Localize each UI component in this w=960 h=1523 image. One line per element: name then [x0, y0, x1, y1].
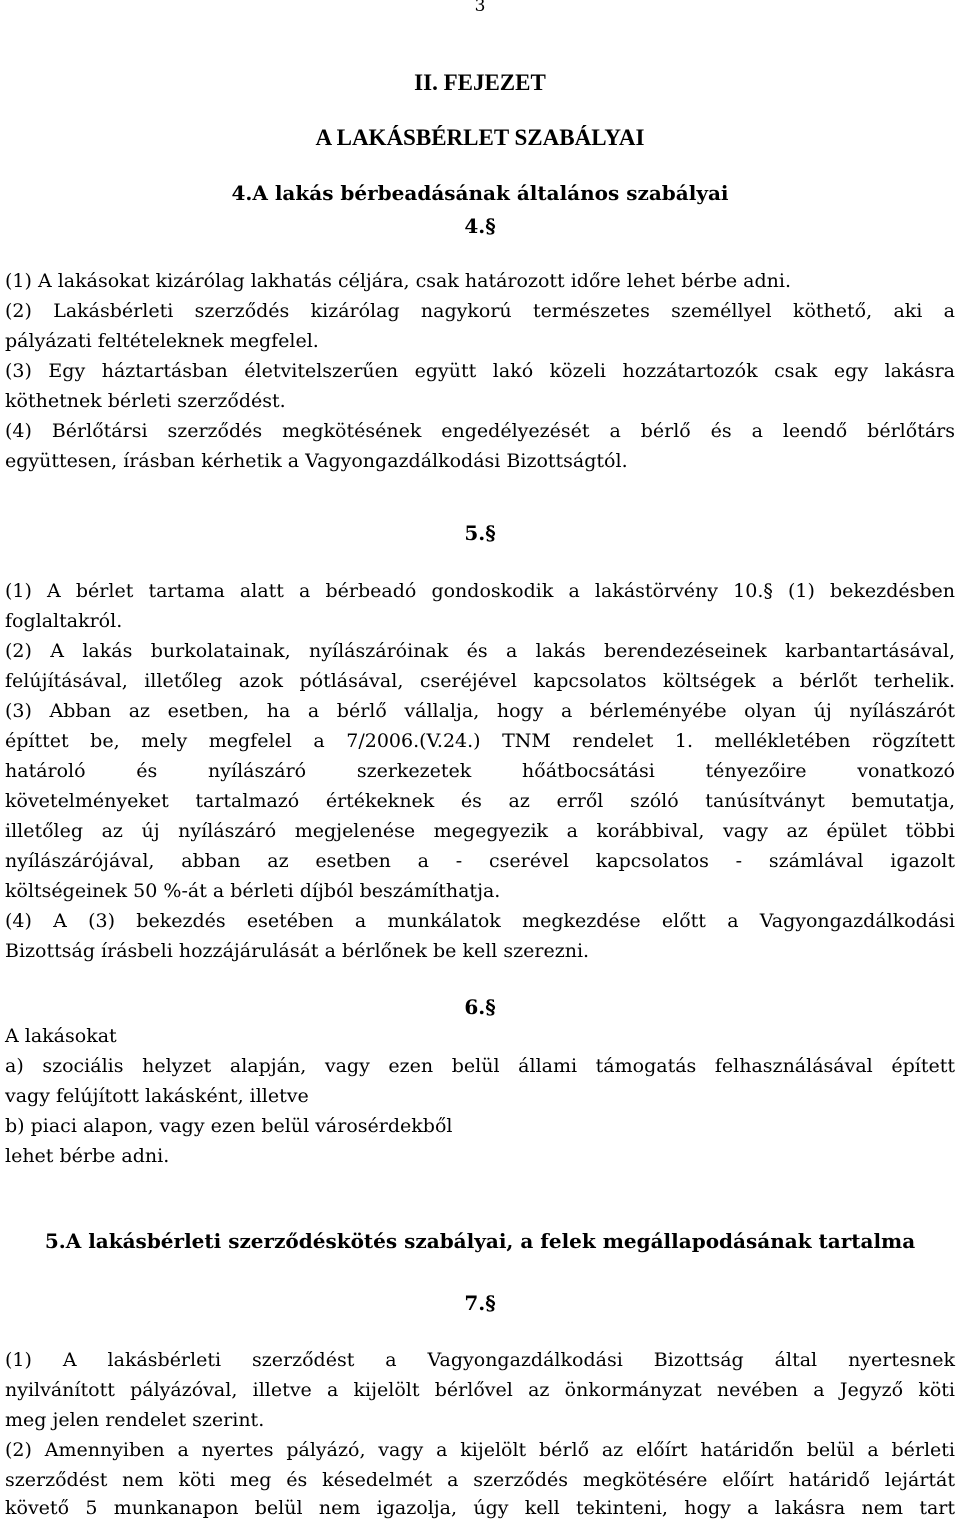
text-line: követelményeket tartalmazó értékeknek és az erről szóló tanúsítványt bemutatja, — [5, 790, 955, 812]
text-line: (2) Amennyiben a nyertes pályázó, vagy a kijelölt bérlő az előírt határidőn belül a bérleti — [5, 1439, 955, 1461]
text-line: (3) Egy háztartásban életvitelszerűen együtt lakó közeli hozzátartozók csak egy lakásra — [5, 360, 955, 382]
text-line: b) piaci alapon, vagy ezen belül városérdekből — [5, 1115, 453, 1137]
text-line: határoló és nyílászáró szerkezetek hőátbocsátási tényezőire vonatkozó — [5, 760, 955, 782]
text-line: Bizottság írásbeli hozzájárulását a bérlőnek be kell szerezni. — [5, 940, 590, 962]
text-line: (2) Lakásbérleti szerződés kizárólag nagykorú természetes személlyel köthető, aki a — [5, 300, 955, 322]
text-line: építtet be, mely megfelel a 7/2006.(V.24.) TNM rendelet 1. mellékletében rögzített — [5, 730, 955, 752]
text-line: (4) A (3) bekezdés esetében a munkálatok megkezdése előtt a Vagyongazdálkodási — [5, 910, 955, 932]
text-line: A lakásokat — [5, 1025, 117, 1047]
text-line: (1) A bérlet tartama alatt a bérbeadó gondoskodik a lakástörvény 10.§ (1) bekezdésben — [5, 580, 955, 602]
text-line: (4) Bérlőtársi szerződés megkötésének engedélyezését a bérlő és a leendő bérlőtárs — [5, 420, 955, 442]
text-line: követő 5 munkanapon belül nem igazolja, úgy kell tekinteni, hogy a lakásra nem tart — [5, 1497, 955, 1519]
chapter-title: A LAKÁSBÉRLET SZABÁLYAI — [315, 125, 645, 150]
text-line: (2) A lakás burkolatainak, nyílászáróinak és a lakás berendezéseinek karbantartásával, — [5, 640, 955, 662]
text-line: (1) A lakásokat kizárólag lakhatás céljára, csak határozott időre lehet bérbe adni. — [5, 270, 792, 292]
paragraph-5-number: 5.§ — [464, 521, 496, 545]
text-line: a) szociális helyzet alapján, vagy ezen belül állami támogatás felhasználásával épített — [5, 1055, 955, 1077]
text-line: együttesen, írásban kérhetik a Vagyongazdálkodási Bizottságtól. — [5, 450, 628, 472]
text-line: vagy felújított lakásként, illetve — [5, 1085, 309, 1107]
text-line: meg jelen rendelet szerint. — [5, 1409, 265, 1431]
text-line: nyilvánított pályázóval, illetve a kijelölt bérlővel az önkormányzat nevében a Jegyző köti — [5, 1379, 955, 1401]
page-number: 3 — [474, 0, 486, 16]
text-line: illetőleg az új nyílászáró megjelenése megegyezik a korábbival, vagy az épület többi — [5, 820, 955, 842]
text-line: felújításával, illetőleg azok pótlásával, cseréjével kapcsolatos költségek a bérlőt terhelik. — [5, 670, 955, 692]
section-5-title: 5.A lakásbérleti szerződéskötés szabályai, a felek megállapodásának tartalma — [44, 1229, 916, 1253]
text-line: (1) A lakásbérleti szerződést a Vagyongazdálkodási Bizottság által nyertesnek — [5, 1349, 955, 1371]
text-line: szerződést nem köti meg és késedelmét a szerződés megkötésére előírt határidő lejártát — [5, 1469, 955, 1491]
text-line: pályázati feltételeknek megfelel. — [5, 330, 319, 352]
section-4-title: 4.A lakás bérbeadásának általános szabályai — [231, 181, 729, 205]
text-line: nyílászárójával, abban az esetben a - cserével kapcsolatos - számlával igazolt — [5, 850, 955, 872]
text-line: költségeinek 50 %-át a bérleti díjból beszámíthatja. — [5, 880, 501, 902]
paragraph-4-number: 4.§ — [464, 214, 496, 238]
paragraph-7-number: 7.§ — [464, 1291, 496, 1315]
text-line: foglaltakról. — [5, 610, 123, 632]
text-line: köthetnek bérleti szerződést. — [5, 390, 286, 412]
chapter-heading: II. FEJEZET — [414, 70, 546, 95]
paragraph-6-number: 6.§ — [464, 995, 496, 1019]
text-line: (3) Abban az esetben, ha a bérlő vállalja, hogy a bérleményébe olyan új nyílászárót — [5, 700, 955, 722]
text-line: lehet bérbe adni. — [5, 1145, 170, 1167]
